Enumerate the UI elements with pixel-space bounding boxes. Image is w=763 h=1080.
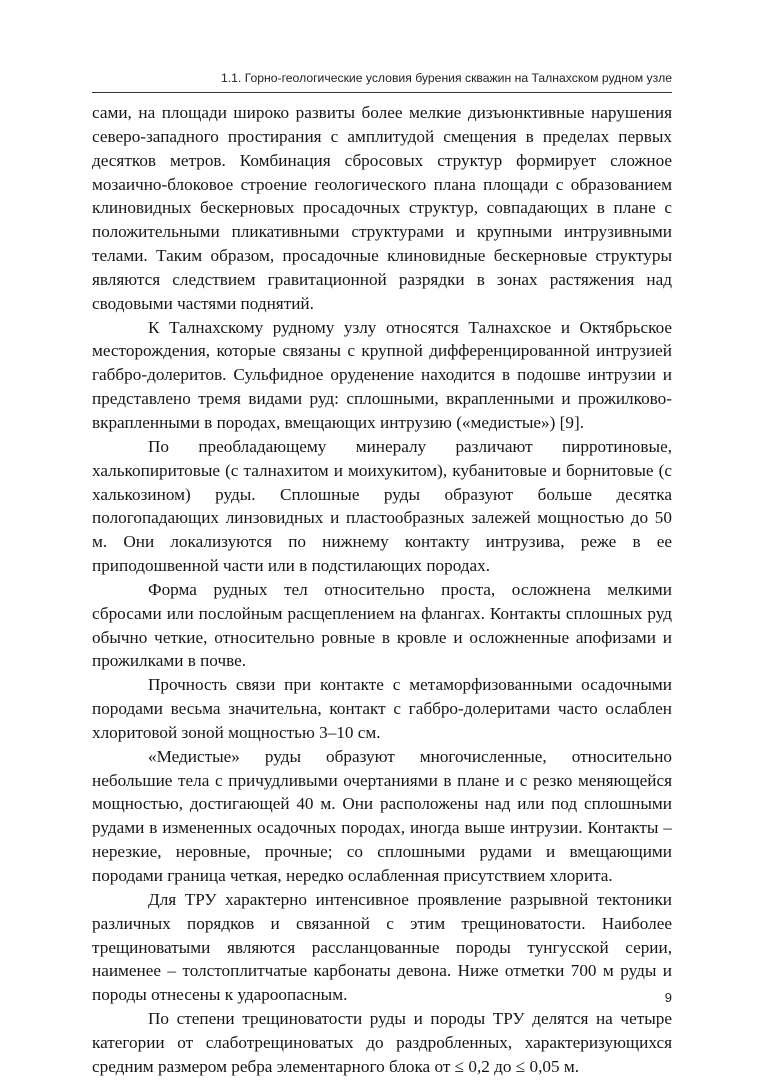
paragraph: Прочность связи при контакте с метаморфизованными осадочными породами весьма значительна, контакт с габбро-долеритами часто ослаблен хлоритовой зоной мощностью 3–10 см.	[92, 675, 672, 742]
paragraph-continuation: сами, на площади широко развиты более мелкие дизъюнктивные нарушения северо-западного простирания с амплитудой смещения в пределах первых десятков метров. Комбинация сбросовых структур формирует сложное мозаично-блоковое строение геологического плана площади с образованием клиновидных бескерновых просадочных структур, совпадающих в плане с положительными пликативными структурами и крупными интрузивными телами. Таким образом, просадочные клиновидные бескерновые структуры являются следствием гравитационной разрядки в зонах растяжения над сводовыми частями поднятий.	[92, 103, 672, 313]
paragraph: «Медистые» руды образуют многочисленные, относительно небольшие тела с причудливыми очертаниями в плане и с резко меняющейся мощностью, достигающей 40 м. Они расположены над или под сплошными рудами в измененных осадочных породах, иногда выше интрузии. Контакты – нерезкие, неровные, прочные; со сплошными рудами и вмещающими породами граница четкая, нередко ослабленная присутствием хлорита.	[92, 746, 672, 885]
paragraph: К Талнахскому рудному узлу относятся Талнахское и Октябрьское месторождения, которые связаны с крупной дифференцированной интрузией габбро-долеритов. Сульфидное оруденение находится в подошве интрузии и представлено тремя видами руд: сплошными, вкрапленными и прожилково-вкрапленными в породах, вмещающих интрузию («медистые») [9].	[92, 317, 672, 432]
header-divider	[92, 92, 672, 93]
paragraph: По преобладающему минералу различают пирротиновые, халькопиритовые (с талнахитом и моихукитом), кубанитовые и борнитовые (с халькозином) руды. Сплошные руды образуют больше десятка пологопадающих линзовидных и пластообразных залежей мощностью до 50 м. Они локализуются по нижнему контакту интрузива, реже в ее приподошвенной части или в подстилающих породах.	[92, 436, 672, 576]
page-number: 9	[664, 990, 672, 1005]
running-header: 1.1. Горно-геологические условия бурения скважин на Талнахском рудном узле	[220, 71, 672, 85]
paragraph: По степени трещиноватости руды и породы ТРУ делятся на четыре категории от слаботрещиноватых до раздробленных, характеризующихся средним размером ребра элементарного блока от ≤ 0,2 до ≤ 0,05 м.	[92, 1009, 672, 1076]
paragraph: Для ТРУ характерно интенсивное проявление разрывной тектоники различных порядков и связанной с этим трещиноватости. Наиболее трещиноватыми являются рассланцованные породы тунгусской серии, наименее – толстоплитчатые карбонаты девона. Ниже отметки 700 м руды и породы отнесены к удароопасным.	[92, 889, 672, 1005]
body-text	[92, 101, 672, 1079]
paragraph: Форма рудных тел относительно проста, осложнена мелкими сбросами или послойным расщеплением на флангах. Контакты сплошных руд обычно четкие, относительно ровные в кровле и осложненные апофизами и прожилками в почве.	[92, 579, 672, 671]
